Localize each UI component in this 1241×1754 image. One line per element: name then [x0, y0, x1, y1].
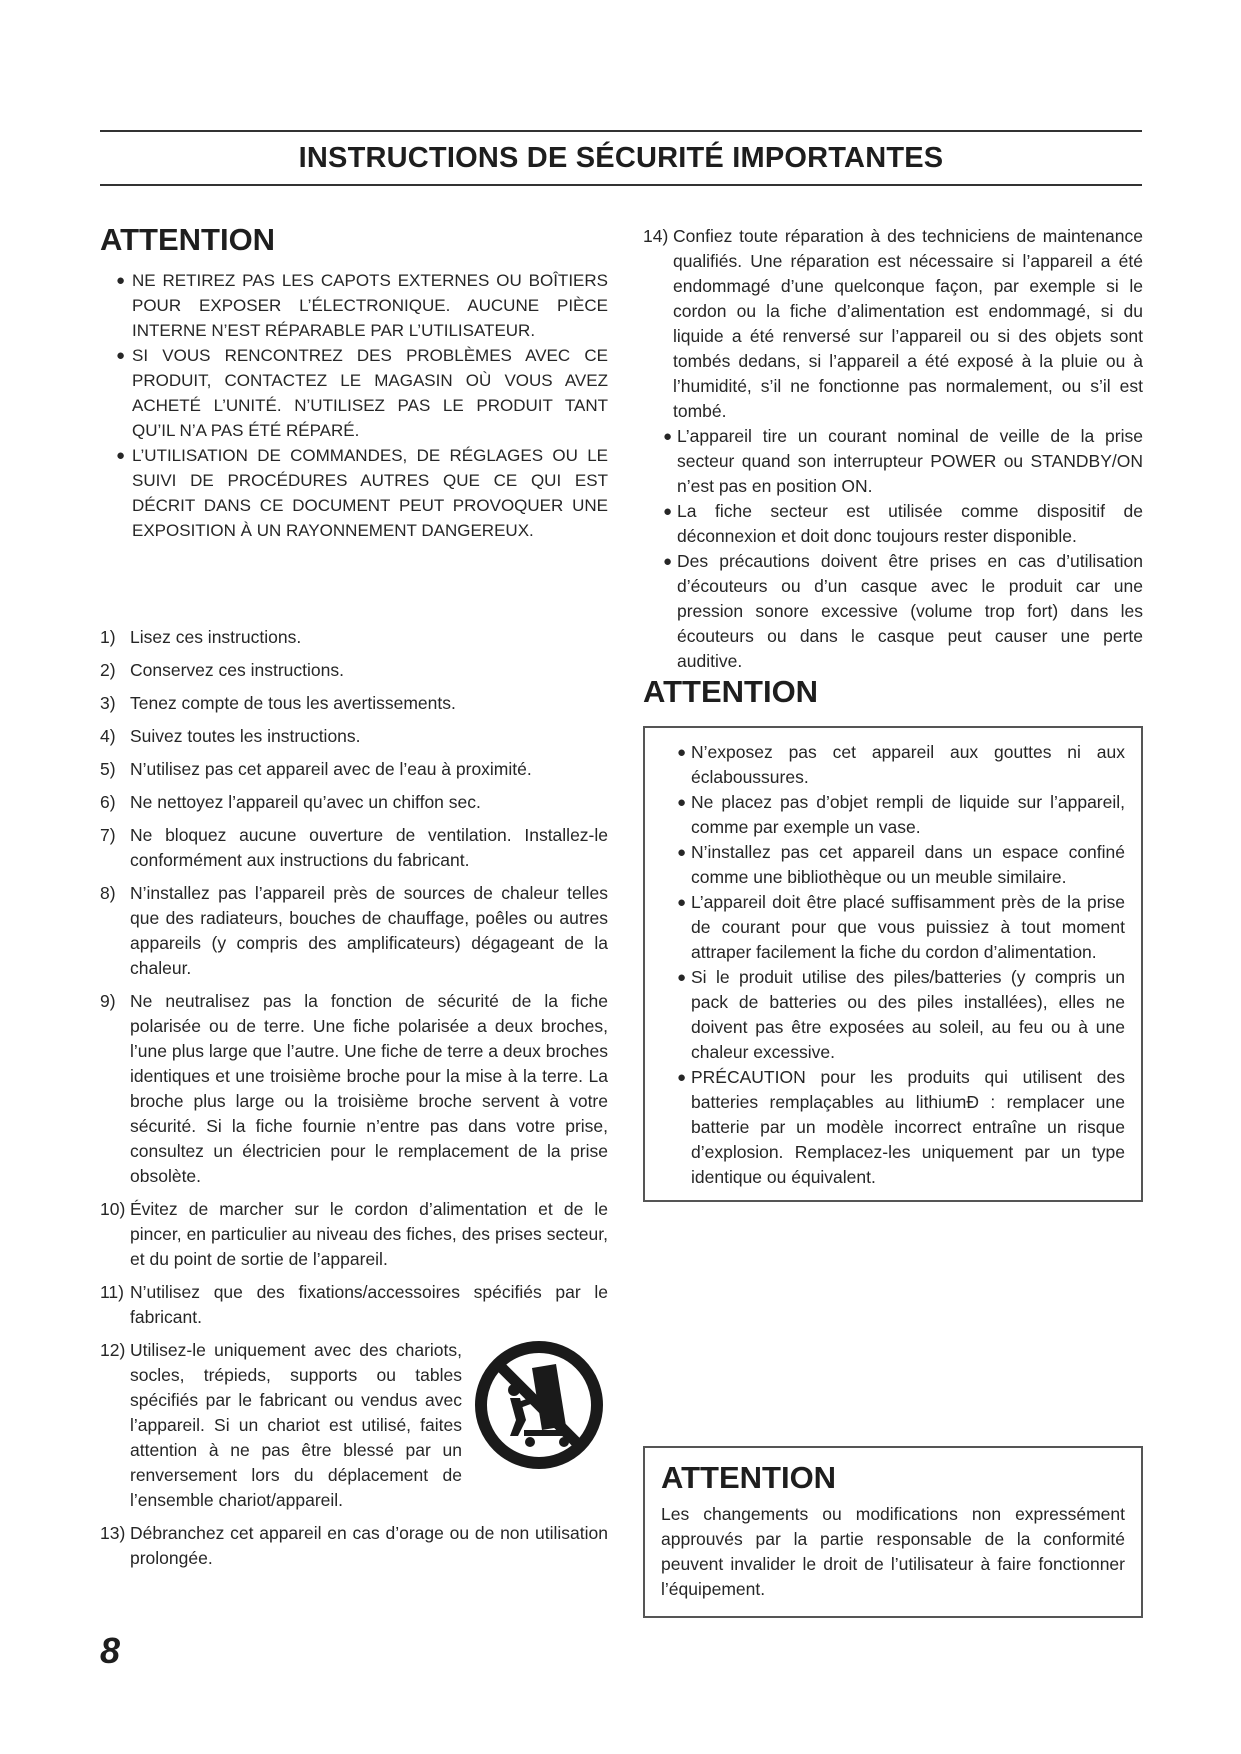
- bullet-icon: ●: [677, 969, 687, 986]
- left-column: [100, 222, 608, 1579]
- instruction-item: 1) Lisez ces instructions.: [100, 627, 302, 647]
- instruction-item: 4) Suivez toutes les instructions.: [100, 726, 361, 746]
- bullet-icon: ●: [677, 1069, 687, 1086]
- instruction-item: 9) Ne neutralisez pas la fonction de sécurité de la fiche polarisée ou de terre. Une fiche polarisée a deux broches, l’une plus large que l’autre. Une fiche de terre a deux broches identiques et une troisième broche pour la mise à la terre. La broche plus large ou la troisième broche servent à votre sécurité. Si la fiche fournie n’entre pas dans votre prise, consultez un électricien pour le remplacement de la prise obsolète.: [100, 991, 608, 1186]
- instruction-item: 6) Ne nettoyez l’appareil qu’avec un chiffon sec.: [100, 792, 481, 812]
- list-item: ● La fiche secteur est utilisée comme dispositif de déconnexion et doit donc toujours rester disponible.: [663, 501, 1143, 546]
- attention-bottom-text: Les changements ou modifications non expressément approuvés par la partie responsable de la conformité peuvent invalider le droit de l’utilisateur à faire fonctionner l’équipement.: [661, 1504, 1125, 1599]
- instructions-list: [100, 625, 608, 1571]
- bullet-icon: ●: [677, 894, 687, 911]
- list-item: ● Si le produit utilise des piles/batteries (y compris un pack de batteries ou des piles installées), elles ne doivent pas être exposées au soleil, au feu ou à une chaleur excessive.: [677, 967, 1125, 1062]
- attention-heading-top: ATTENTION: [100, 222, 276, 257]
- instruction-item: 7) Ne bloquez aucune ouverture de ventilation. Installez-le conformément aux instructions du fabricant.: [100, 825, 608, 870]
- bullet-icon: ●: [677, 744, 687, 761]
- attention-heading-bottom: ATTENTION: [661, 1460, 837, 1495]
- list-item: ● L’appareil tire un courant nominal de veille de la prise secteur quand son interrupteur POWER ou STANDBY/ON n’est pas en position ON.: [663, 426, 1143, 496]
- instruction-item: 3) Tenez compte de tous les avertissements.: [100, 693, 456, 713]
- bullet-icon: ●: [116, 347, 126, 364]
- list-item: ● N’installez pas cet appareil dans un espace confiné comme une bibliothèque ou un meuble similaire.: [677, 842, 1125, 887]
- bullet-icon: ●: [663, 503, 673, 520]
- attention-heading-middle: ATTENTION: [643, 674, 819, 709]
- list-item: ● N’exposez pas cet appareil aux gouttes ni aux éclaboussures.: [677, 742, 1125, 787]
- bullet-icon: ●: [663, 553, 673, 570]
- instruction-item: 14) Confiez toute réparation à des techniciens de maintenance qualifiés. Une réparation est nécessaire si l’appareil a été endommagé d’une quelconque façon, par exemple si le cordon ou la fiche d’alimentation est endommagé, si du liquide a été renversé sur l’appareil ou si des objets sont tombés dedans, si l’appareil a été exposé à la pluie ou à l’humidité, s’il ne fonctionne pas normalement, ou s’il est tombé.: [643, 226, 1143, 421]
- list-item: ● Ne placez pas d’objet rempli de liquide sur l’appareil, comme par exemple un vase.: [677, 792, 1125, 837]
- attention-top-list: [100, 268, 608, 543]
- list-item: ● L’UTILISATION DE COMMANDES, DE RÉGLAGES OU LE SUIVI DE PROCÉDURES AUTRES QUE CE QUI EST DÉCRIT DANS CE DOCUMENT PEUT PROVOQUER UNE EXPOSITION À UN RAYONNEMENT DANGEREUX.: [130, 443, 608, 543]
- list-item: ● NE RETIREZ PAS LES CAPOTS EXTERNES OU BOÎTIERS POUR EXPOSER L’ÉLECTRONIQUE. AUCUNE PIÈCE INTERNE N’EST RÉPARABLE PAR L’UTILISATEUR.: [130, 268, 608, 343]
- instruction-item: 10) Évitez de marcher sur le cordon d’alimentation et de le pincer, en particulier au niveau des fiches, des prises secteur, et du point de sortie de l’appareil.: [100, 1199, 608, 1269]
- list-item: ● L’appareil doit être placé suffisamment près de la prise de courant pour que vous puissiez à tout moment attraper facilement la fiche du cordon d’alimentation.: [677, 892, 1125, 962]
- page-header: [100, 130, 1142, 186]
- instruction-item: 13) Débranchez cet appareil en cas d’orage ou de non utilisation prolongée.: [100, 1523, 608, 1568]
- right-column: [643, 224, 1143, 1202]
- page-title: INSTRUCTIONS DE SÉCURITÉ IMPORTANTES: [298, 141, 944, 174]
- list-item: ● SI VOUS RENCONTREZ DES PROBLÈMES AVEC CE PRODUIT, CONTACTEZ LE MAGASIN OÙ VOUS AVEZ ACHETÉ L’UNITÉ. N’UTILISEZ PAS LE PRODUIT TANT QU’IL N’A PAS ÉTÉ RÉPARÉ.: [130, 343, 608, 443]
- bullet-icon: ●: [677, 844, 687, 861]
- bullet-icon: ●: [116, 447, 126, 464]
- instruction-item: 8) N’installez pas l’appareil près de sources de chaleur telles que des radiateurs, bouches de chauffage, poêles ou autres appareils (y compris des amplificateurs) dégageant de la chaleur.: [100, 883, 608, 978]
- bullet-icon: ●: [663, 428, 673, 445]
- instruction-item: 11) N’utilisez que des fixations/accessoires spécifiés par le fabricant.: [100, 1282, 608, 1327]
- attention-middle-box: [643, 726, 1143, 1202]
- list-item: ● PRÉCAUTION pour les produits qui utilisent des batteries remplaçables au lithiumÐ : remplacer une batterie par un modèle incorrect entraîne un risque d’explosion. Remplacez-les uniquement par un type identique ou équivalent.: [677, 1067, 1125, 1187]
- cart-warning-icon: [470, 1338, 608, 1473]
- list-item: ● Des précautions doivent être prises en cas d’utilisation d’écouteurs ou d’un casque avec le produit car une pression sonore excessive (volume trop fort) dans les écouteurs ou dans le casque peut causer une perte auditive.: [663, 551, 1143, 671]
- instruction-item: 5) N’utilisez pas cet appareil avec de l’eau à proximité.: [100, 759, 532, 779]
- bullet-icon: ●: [116, 272, 126, 289]
- instruction-item: 2) Conservez ces instructions.: [100, 660, 344, 680]
- page-number: 8: [100, 1630, 121, 1671]
- bullet-icon: ●: [677, 794, 687, 811]
- attention-bottom-box: [643, 1446, 1143, 1618]
- instruction-item: 12) Utilisez-le uniquement avec des chariots, socles, trépieds, supports ou tables spécifiés par le fabricant ou vendus avec l’appareil. Si un chariot est utilisé, faites attention à ne pas être blessé par un renversement lors du déplacement de l’ensemble chariot/appareil.: [100, 1338, 608, 1513]
